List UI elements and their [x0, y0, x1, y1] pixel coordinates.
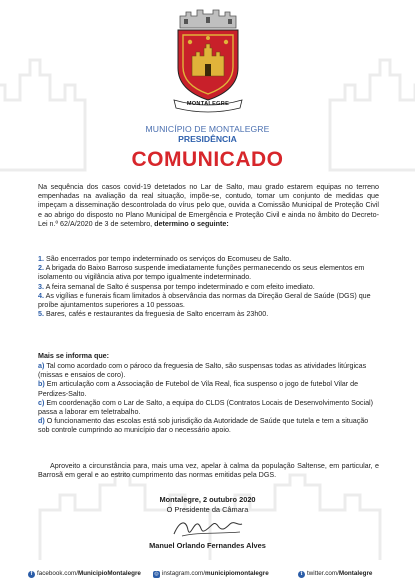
- intro-text: Na sequência dos casos covid-19 detetados no Lar de Salto, mau grado estarem equipas no terreno empenhadas na avaliação da real situação, impõe-se, contudo, tomar um conjunto de medidas que impeçam a disseminação descontrolada do vírus pelo que, ouvida a Comissão Municipal de Proteção Civil e ao abrigo do disposto no Plano Municipal de Emergência e Proteção Civil e ainda no âmbito do Decreto-Lei n.º 62/A/2020 de 3 de setembro,: [38, 183, 379, 228]
- list-item: 1. São encerrados por tempo indeterminado os serviços do Ecomuseu de Salto.: [38, 255, 292, 263]
- list-item: b) Em articulação com a Associação de Futebol de Vila Real, fica suspenso o jogo de futebol Vilar de Perdizes-Salto.: [38, 380, 359, 398]
- facebook-icon: f: [28, 571, 35, 578]
- more-info-heading: Mais se informa que:: [38, 352, 110, 360]
- list-item: c) Em coordenação com o Lar de Salto, a equipa do CLDS (Contratos Locais de Desenvolvimento Social) passa a laborar em teletrabalho.: [38, 398, 374, 417]
- crest-banner-text: MONTALEGRE: [186, 101, 230, 107]
- department-name: PRESIDÊNCIA: [178, 134, 237, 144]
- municipal-crest-icon: [170, 6, 246, 114]
- intro-paragraph: [38, 183, 379, 229]
- signer-role: O Presidente da Câmara: [166, 505, 249, 514]
- document-title: COMUNICADO: [131, 148, 284, 171]
- list-item: 3. A feira semanal de Salto é suspensa por tempo indeterminado e com efeito imediato.: [38, 282, 315, 291]
- instagram-link[interactable]: ◎ instagram.com/ municipiomontalegre: [154, 570, 269, 577]
- municipality-name: MUNICÍPIO DE MONTALEGRE: [145, 124, 270, 134]
- footer-social-links: [0, 568, 415, 580]
- facebook-link[interactable]: f facebook.com/ MunicipioMontalegre: [28, 568, 141, 580]
- twitter-icon: t: [298, 571, 305, 578]
- list-item: 2. A brigada do Baixo Barroso suspende imediatamente funções permanecendo os seus elementos em isolamento ou vigilância ativa por tempo igualmente indeterminado.: [38, 264, 365, 282]
- determinations-list: [38, 255, 379, 319]
- closing-paragraph: Aproveito a circunstância para, mais uma vez, apelar à calma da população Saltense, em particular, e Barrosã em geral e ao estrito cumprimento das normas emitidas pela DGS.: [38, 462, 379, 480]
- list-item: a) Tal como acordado com o pároco da freguesia de Salto, são suspensas todas as atividades litúrgicas (missas e ensaios de coro).: [38, 362, 367, 380]
- intro-bold-tail: determino o seguinte:: [154, 219, 229, 228]
- signer-name: Manuel Orlando Fernandes Alves: [149, 541, 266, 550]
- list-item: 4. As vigílias e funerais ficam limitados à observância das normas da Direção Geral de Saúde (DGS) que proíbe ajuntamentos superiores a 10 pessoas.: [38, 291, 371, 310]
- list-item: 5. Bares, cafés e restaurantes da freguesia de Salto encerram às 23h00.: [38, 310, 269, 319]
- handwritten-signature: [168, 512, 248, 542]
- place-date: Montalegre, 2 outubro 2020: [159, 495, 256, 504]
- instagram-icon: ◎: [154, 570, 159, 577]
- twitter-link[interactable]: t twitter.com/ Montalegre: [298, 568, 372, 580]
- list-item: d) O funcionamento das escolas está sob jurisdição da Autoridade de Saúde que tutela e tem a situação sob controle cumprindo ao município dar o necessário apoio.: [38, 417, 369, 435]
- more-info-list: [38, 362, 379, 436]
